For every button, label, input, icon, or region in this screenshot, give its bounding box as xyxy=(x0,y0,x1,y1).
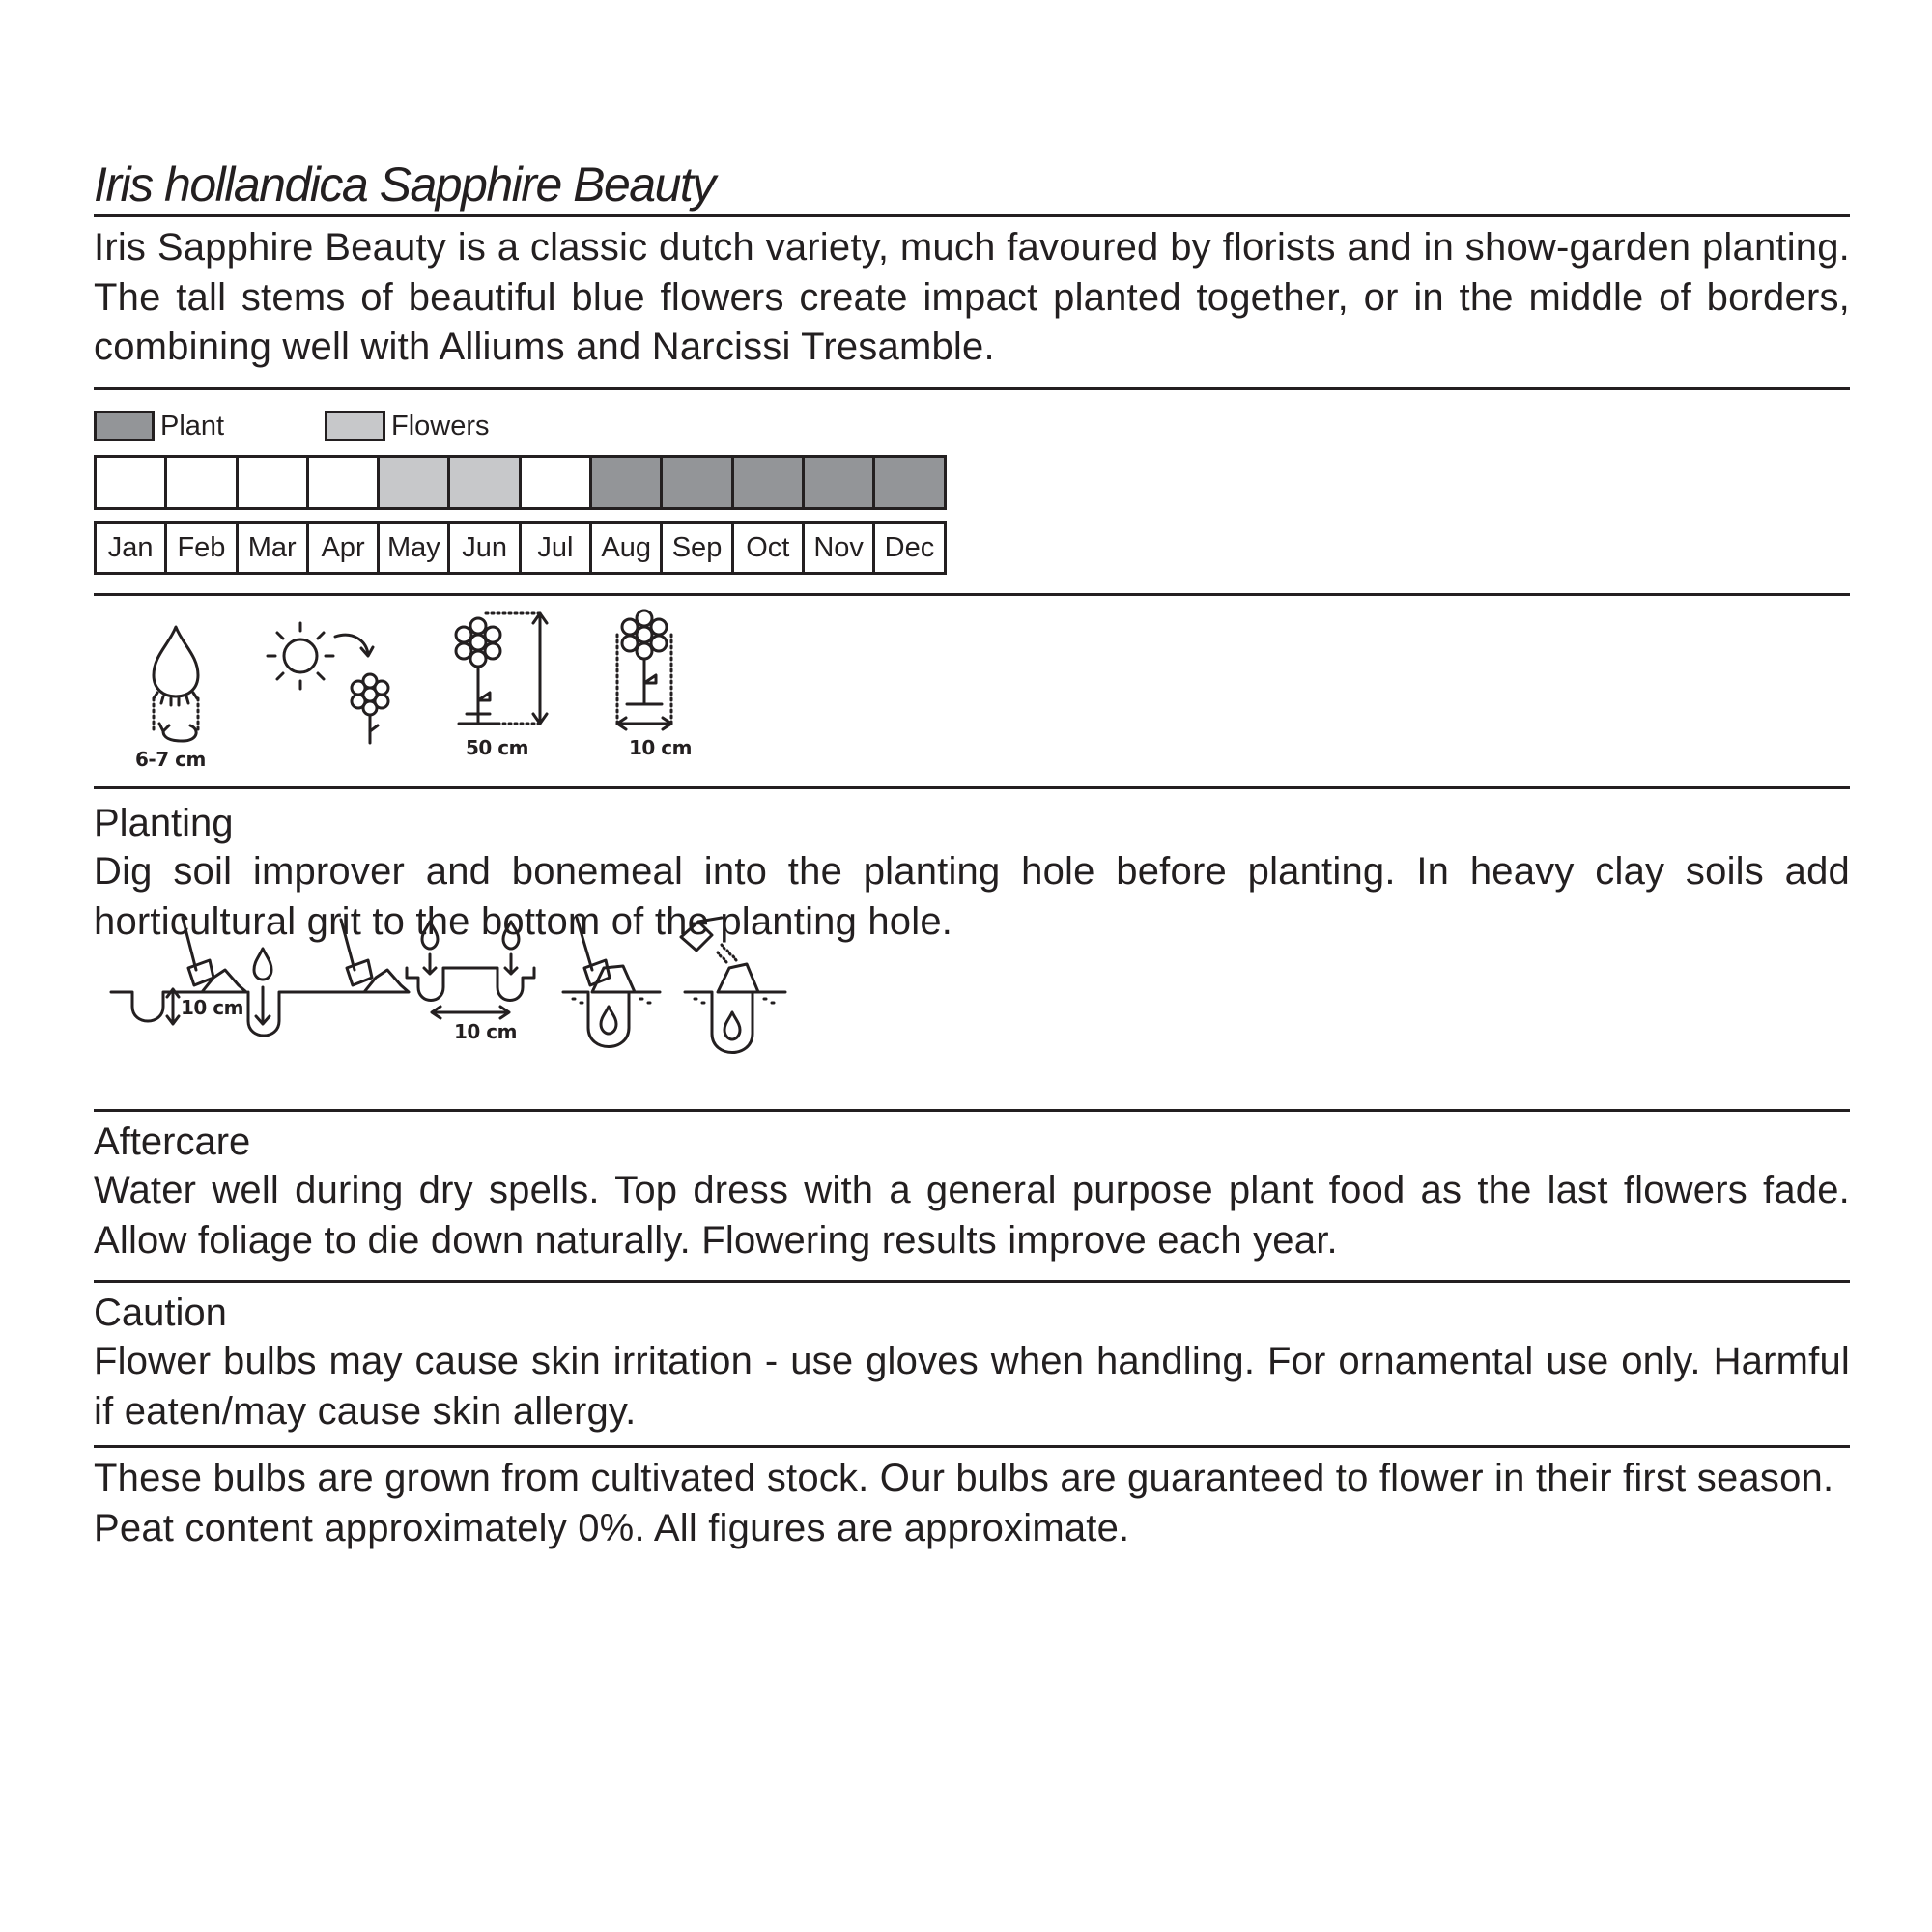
bulb-spacing-label: 10 cm xyxy=(454,1020,517,1043)
flowers-swatch xyxy=(325,411,385,441)
calendar-cell-jan xyxy=(94,455,167,510)
month-label-jun: Jun xyxy=(447,521,521,575)
legend-flowers xyxy=(325,411,490,442)
caution-heading: Caution xyxy=(94,1292,227,1334)
hole-depth-label: 10 cm xyxy=(181,996,243,1019)
caution-text: Flower bulbs may cause skin irritation - use gloves when handling. For ornamental use only. Harmful if eaten/may cause skin allergy. xyxy=(94,1340,1850,1433)
calendar-cell-aug xyxy=(589,455,663,510)
product-description: Iris Sapphire Beauty is a classic dutch variety, much favoured by florists and in show-garden planting. The tall stems of beautiful blue flowers create impact planted together, or in the middle of borders, combining well with Alliums and Narcissi Tresamble. xyxy=(94,226,1850,368)
month-label-sep: Sep xyxy=(660,521,733,575)
aftercare-text: Water well during dry spells. Top dress with a general purpose plant food as the last flowers fade. Allow foliage to die down naturally. Flowering results improve each year. xyxy=(94,1169,1850,1262)
calendar-cell-dec xyxy=(872,455,946,510)
month-label-apr: Apr xyxy=(306,521,380,575)
calendar-month-labels xyxy=(94,521,947,575)
month-label-jan: Jan xyxy=(94,521,167,575)
backfill-icon xyxy=(563,918,660,1047)
height-label: 50 cm xyxy=(466,736,528,759)
calendar-cell-mar xyxy=(236,455,309,510)
month-label-mar: Mar xyxy=(236,521,309,575)
bulb-info-card xyxy=(94,155,1850,1553)
watering-icon xyxy=(681,918,785,1053)
aftercare-heading: Aftercare xyxy=(94,1121,251,1163)
calendar-cell-jun xyxy=(447,455,521,510)
calendar-activity-bar xyxy=(94,455,947,510)
calendar-cell-sep xyxy=(660,455,733,510)
month-label-nov: Nov xyxy=(802,521,875,575)
calendar-cell-oct xyxy=(731,455,805,510)
legend-flowers-label: Flowers xyxy=(391,410,490,441)
planting-steps-icons xyxy=(94,910,1850,1109)
product-title: Iris hollandica Sapphire Beauty xyxy=(94,157,715,212)
growing-info-icons xyxy=(94,596,1850,786)
planting-calendar xyxy=(94,390,1850,593)
planting-heading: Planting xyxy=(94,802,234,844)
calendar-legend xyxy=(94,410,490,442)
plant-height-icon xyxy=(456,613,547,724)
aftercare-section xyxy=(94,1112,1850,1280)
month-label-may: May xyxy=(377,521,450,575)
add-improver-icon xyxy=(248,920,409,1036)
growing-info-graphics xyxy=(94,596,867,786)
planting-section xyxy=(94,789,1850,943)
planting-steps-graphics xyxy=(94,910,963,1109)
month-label-dec: Dec xyxy=(872,521,946,575)
month-label-aug: Aug xyxy=(589,521,663,575)
planting-text: Dig soil improver and bonemeal into the planting hole before planting. In heavy clay soils add horticultural grit to the bottom of the planting hole. xyxy=(94,850,1850,943)
calendar-cell-apr xyxy=(306,455,380,510)
place-bulbs-icon xyxy=(407,922,534,1018)
calendar-cell-jul xyxy=(519,455,592,510)
depth-label: 6-7 cm xyxy=(135,748,206,771)
legend-plant-label: Plant xyxy=(160,410,225,441)
calendar-cell-nov xyxy=(802,455,875,510)
month-label-oct: Oct xyxy=(731,521,805,575)
calendar-cell-feb xyxy=(164,455,238,510)
legend-plant xyxy=(94,411,325,442)
month-label-jul: Jul xyxy=(519,521,592,575)
month-label-feb: Feb xyxy=(164,521,238,575)
spacing-label: 10 cm xyxy=(629,736,692,759)
sun-to-flower-icon xyxy=(268,623,388,743)
plant-spacing-icon xyxy=(617,611,671,729)
caution-section xyxy=(94,1283,1850,1445)
calendar-cell-may xyxy=(377,455,450,510)
footer-note: These bulbs are grown from cultivated stock. Our bulbs are guaranteed to flower in their first season. Peat content approximately 0%. All figures are approximate. xyxy=(94,1457,1834,1549)
bulb-depth-icon xyxy=(154,627,198,741)
plant-swatch xyxy=(94,411,155,441)
